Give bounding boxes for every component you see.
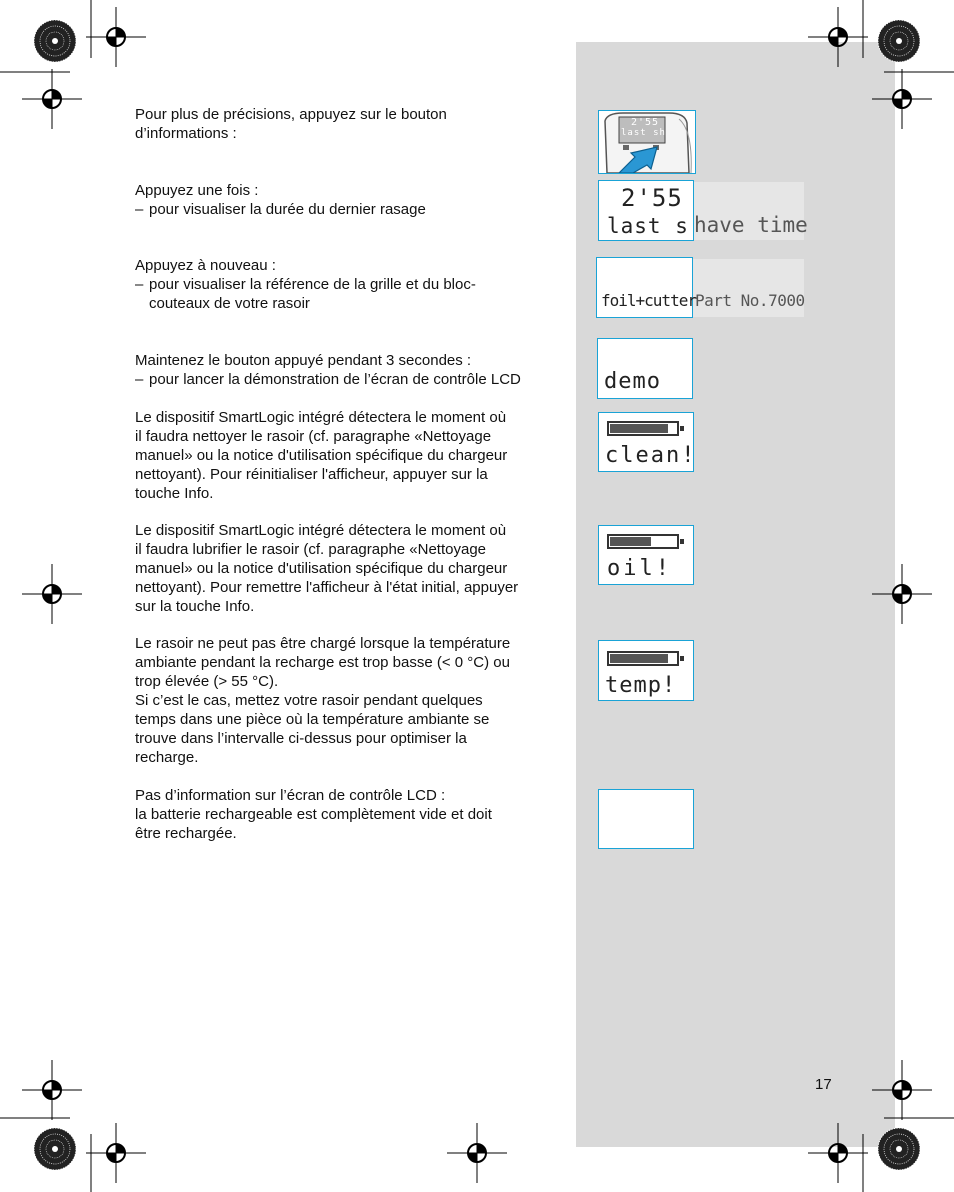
bullet-item: – pour visualiser la référence de la grille et du bloc- couteaux de votre rasoir: [135, 275, 560, 313]
text-line: d’informations :: [135, 125, 237, 142]
text-line: manuel» ou la notice d'utilisation spécifique du chargeur: [135, 560, 508, 577]
lcd-clean-text: clean!: [605, 443, 697, 468]
text-line: Appuyez à nouveau :: [135, 257, 276, 274]
text-line: Le dispositif SmartLogic intégré détectera le moment où: [135, 522, 507, 539]
text-line: Pour plus de précisions, appuyez sur le bouton: [135, 106, 447, 123]
device-time-text: 2'55: [631, 117, 660, 128]
text-line: Pas d’information sur l’écran de contrôle LCD :: [135, 787, 446, 804]
text-line: temps dans une pièce où la température ambiante se: [135, 711, 490, 728]
lcd-label-text: last s: [607, 214, 689, 238]
crosshair-icon: [872, 69, 932, 129]
crosshair-icon: [86, 1123, 146, 1183]
bullet-item: – pour lancer la démonstration de l’écran de contrôle LCD: [135, 370, 560, 389]
lcd-temp-text: temp!: [605, 673, 677, 698]
page-number: 17: [815, 1076, 832, 1093]
crosshair-icon: [808, 1123, 868, 1183]
lcd-part-number-text: Part No.7000: [695, 291, 805, 310]
text-line: Le dispositif SmartLogic intégré détectera le moment où: [135, 409, 507, 426]
bullet-item: – pour visualiser la durée du dernier rasage: [135, 200, 560, 219]
lcd-oil-text: oil!: [607, 556, 672, 581]
crosshair-icon: [872, 564, 932, 624]
text-line: Le rasoir ne peut pas être chargé lorsque la température: [135, 635, 511, 652]
text-line: il faudra lubrifier le rasoir (cf. paragraphe «Nettoyage: [135, 541, 487, 558]
star-target-icon: [878, 20, 920, 62]
star-target-icon: [34, 20, 76, 62]
lcd-demo-text: demo: [604, 369, 661, 394]
text-line: manuel» ou la notice d'utilisation spécifique du chargeur: [135, 447, 508, 464]
lcd-foil-text: foil+cutter: [601, 291, 696, 310]
text-line: nettoyant). Pour remettre l'afficheur à l'état initial, appuyer: [135, 579, 519, 596]
crosshair-icon: [22, 564, 82, 624]
text-line: touche Info.: [135, 485, 214, 502]
crosshair-icon: [872, 1060, 932, 1120]
text-line: Maintenez le bouton appuyé pendant 3 secondes :: [135, 352, 472, 369]
crosshair-icon: [22, 69, 82, 129]
star-target-icon: [34, 1128, 76, 1170]
text-line: la batterie rechargeable est complètement vide et doit: [135, 806, 492, 823]
crosshair-icon: [22, 1060, 82, 1120]
text-line: recharge.: [135, 749, 199, 766]
text-line: trouve dans l’intervalle ci-dessus pour optimiser la: [135, 730, 467, 747]
text-line: trop élevée (> 55 °C).: [135, 673, 279, 690]
crosshair-icon: [86, 7, 146, 67]
text-line: nettoyant). Pour réinitialiser l'afficheur, appuyer sur la: [135, 466, 488, 483]
crosshair-icon: [808, 7, 868, 67]
text-line: sur la touche Info.: [135, 598, 255, 615]
star-target-icon: [878, 1128, 920, 1170]
text-line: il faudra nettoyer le rasoir (cf. paragraphe «Nettoyage: [135, 428, 492, 445]
text-line: Si c’est le cas, mettez votre rasoir pendant quelques: [135, 692, 483, 709]
text-line: Appuyez une fois :: [135, 182, 259, 199]
lcd-label-overflow: have time: [694, 213, 808, 237]
crosshair-icon: [447, 1123, 507, 1183]
text-line: être rechargée.: [135, 825, 237, 842]
text-line: ambiante pendant la recharge est trop basse (< 0 °C) ou: [135, 654, 510, 671]
lcd-time-value: 2'55: [621, 184, 683, 212]
device-label-text: last sh: [621, 128, 666, 138]
